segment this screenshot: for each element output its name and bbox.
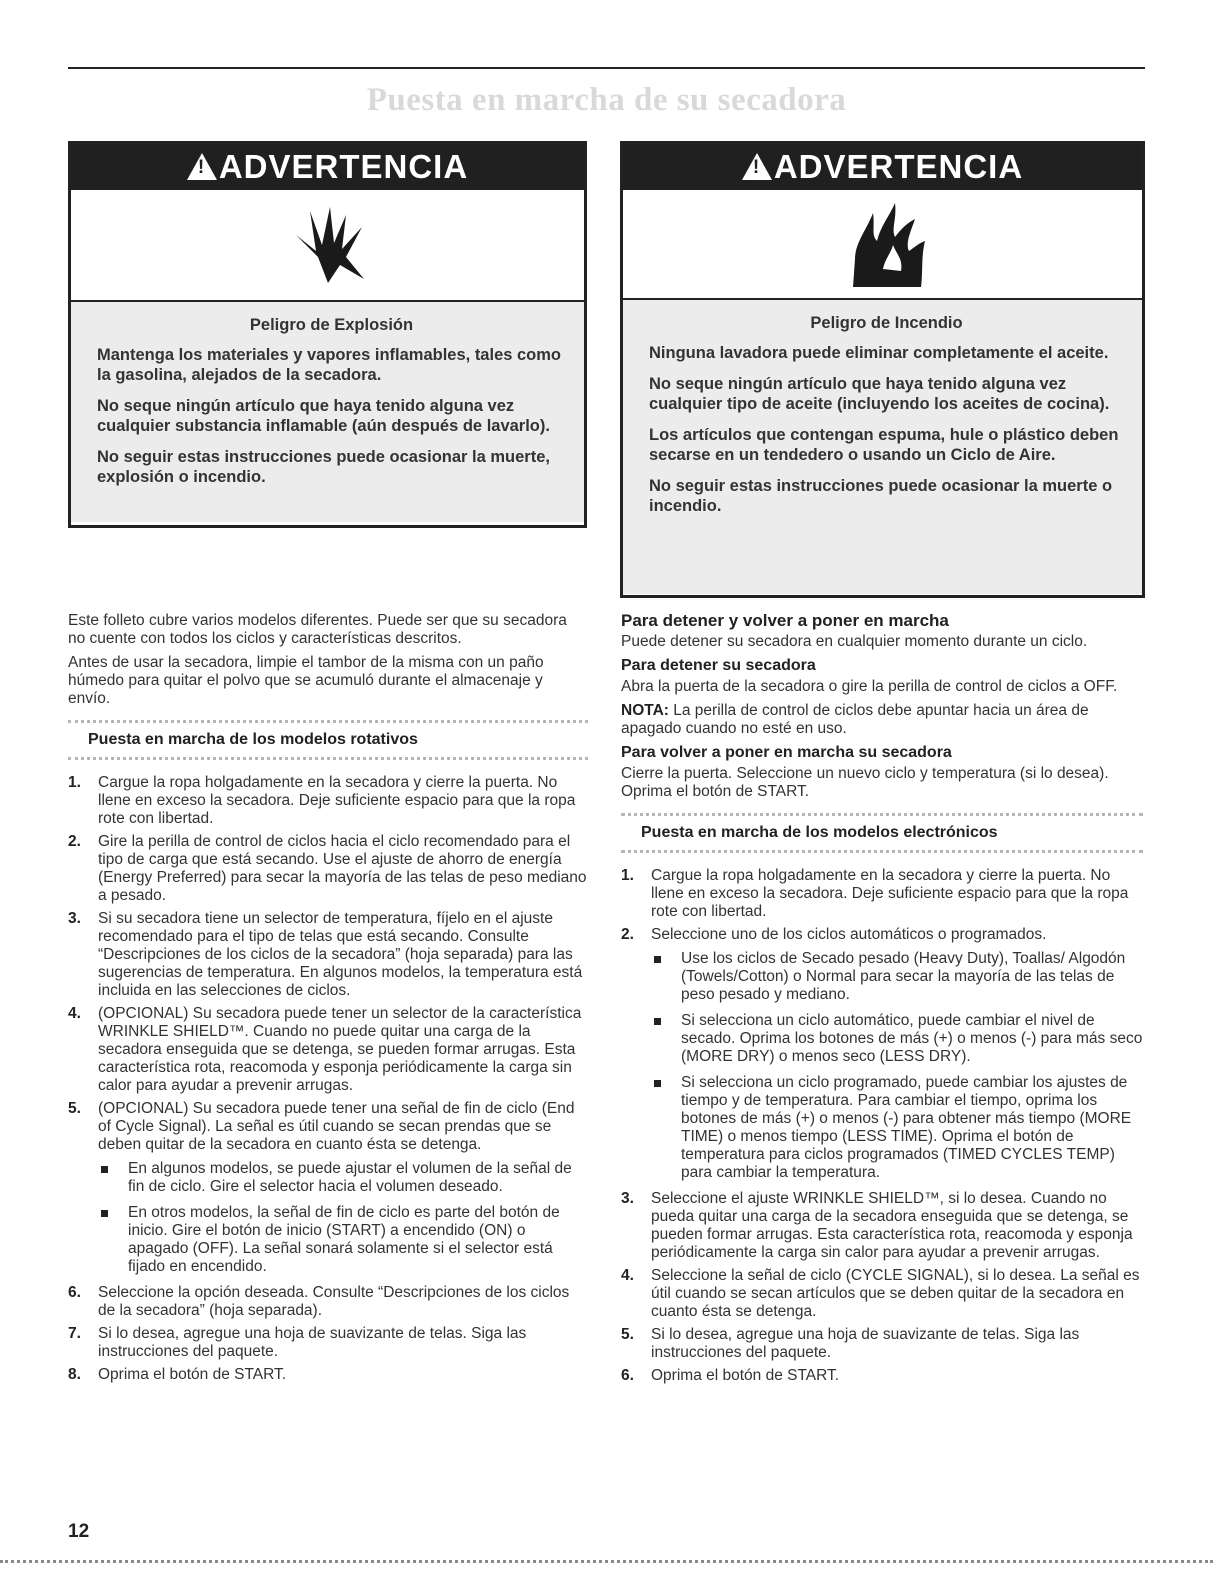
warning-triangle-icon [742, 153, 772, 180]
note-paragraph [621, 702, 1143, 738]
stop-text: Abra la puerta de la secadora o gire la perilla de control de ciclos a OFF. [621, 678, 1118, 695]
intro-paragraph: Antes de usar la secadora, limpie el tambor de la misma con un paño húmedo para quitar el polvo que se acumuló durante el almacenaje y envío. [68, 654, 544, 707]
list-item: 2. Gire la perilla de control de ciclos hacia el ciclo recomendado para el tipo de carga que está secando. Use el ajuste de ahorro de energía (Energy Preferred) para secar la mayoría de las telas de peso mediano a pesado. [68, 833, 587, 904]
warning-paragraph: Mantenga los materiales y vapores inflamables, tales como la gasolina, alejados de la secadora. [97, 346, 562, 384]
warning-body [71, 302, 584, 522]
section-header-rotary [68, 720, 588, 760]
restart-text: Cierre la puerta. Seleccione un nuevo ciclo y temperatura (si lo desea). Oprima el botón de START. [621, 765, 1109, 800]
note-label: NOTA: [621, 702, 669, 719]
list-item: 1. Cargue la ropa holgadamente en la secadora y cierre la puerta. No llene en exceso la secadora. Deje suficiente espacio para que la ropa rote con libertad. [621, 867, 1129, 920]
bullet-item: Si selecciona un ciclo programado, puede cambiar los ajustes de tiempo y de temperatura. Para cambiar el tiempo, oprima los botones de más (+) o menos (-) para obtener más tiempo (MORE TIME) o menos tiempo (LESS TIME). Oprima el botón de temperatura para ciclos programados (TIMED CYCLES TEMP) para cambiar la temperatura. [651, 1074, 1143, 1182]
bullet-item: Use los ciclos de Secado pesado (Heavy Duty), Toallas/ Algodón (Towels/Cotton) o Normal para secar la mayoría de las telas de peso pesado y mediano. [651, 950, 1143, 1004]
fire-icon [833, 199, 933, 289]
bullet-item: En algunos modelos, se puede ajustar el volumen de la señal de fin de ciclo. Gire el selector hacia el volumen deseado. [98, 1160, 588, 1196]
stop-restart-title: Para detener y volver a poner en marcha [621, 611, 949, 630]
warning-triangle-icon [187, 153, 217, 180]
list-item: 4. (OPCIONAL) Su secadora puede tener un selector de la característica WRINKLE SHIELD™. Cuando no puede quitar una carga de la secadora enseguida que se detenga, se pueden formar arrugas. Esta característica rota, reacomoda y esponja periódicamente la carga sin calor para ayudar a prevenir arrugas. [68, 1005, 582, 1094]
warning-box-fire [620, 141, 1145, 598]
explosion-icon [288, 205, 368, 285]
warning-paragraph: No seque ningún artículo que haya tenido alguna vez cualquier substancia inflamable (aún después de lavarlo). [97, 397, 550, 435]
restart-subheading: Para volver a poner en marcha su secadora [621, 744, 952, 761]
warning-paragraph: Los artículos que contengan espuma, hule o plástico deben secarse en un tendedero o usando un Ciclo de Aire. [649, 426, 1119, 464]
warning-banner-label: ADVERTENCIA [773, 148, 1024, 185]
section-header-electronic [621, 813, 1143, 853]
left-column [68, 612, 588, 1389]
bullet-list [98, 1160, 588, 1276]
bottom-rule [0, 1560, 1213, 1563]
warning-heading: Peligro de Explosión [249, 316, 414, 334]
list-item: 2. Seleccione uno de los ciclos automáticos o programados. Use los ciclos de Secado pesado (Heavy Duty), Toallas/ Algodón (Towels/Cotton) o Normal para secar la mayoría de las telas de peso pesado y mediano. Si selecciona un ciclo automático, puede cambiar el nivel de secado. Oprima los botones de más (+) o menos (-) para más seco (MORE DRY) o menos seco (LESS DRY). Si selecciona un ciclo programado, puede cambiar los ajustes de tiempo y de temperatura. Para cambiar el tiempo, oprima los botones de más (+) o menos (-) para obtener más tiempo (MORE TIME) o menos tiempo (LESS TIME). Oprima el botón de temperatura para ciclos programados (TIMED CYCLES TEMP) para cambiar la temperatura. [621, 926, 1143, 1181]
list-item: 5. Si lo desea, agregue una hoja de suavizante de telas. Siga las instrucciones del paquete. [621, 1326, 1080, 1361]
note-text: La perilla de control de ciclos debe apuntar hacia un área de apagado cuando no esté en uso. [621, 702, 1089, 737]
right-column [621, 612, 1143, 1390]
list-item: 4. Seleccione la señal de ciclo (CYCLE SIGNAL), si lo desea. La señal es útil cuando se secan artículos que se deben quitar de la secadora en cuanto ésta se detenga. [621, 1267, 1140, 1320]
list-item: 6. Seleccione la opción deseada. Consulte “Descripciones de los ciclos de la secadora” (hoja separada). [68, 1284, 570, 1319]
warning-paragraph: Ninguna lavadora puede eliminar completamente el aceite. [649, 344, 1109, 362]
bullet-item: En otros modelos, la señal de fin de ciclo es parte del botón de inicio. Gire el botón de inicio (START) a encendido (ON) o apagado (OFF). La señal sonará solamente si el selector está fijado en encendido. [98, 1204, 588, 1276]
explosion-icon-box [71, 190, 584, 302]
electronic-steps-list [621, 867, 1143, 1385]
warning-paragraph: No seguir estas instrucciones puede ocasionar la muerte, explosión o incendio. [97, 448, 550, 486]
list-item: 1. Cargue la ropa holgadamente en la secadora y cierre la puerta. No llene en exceso la secadora. Deje suficiente espacio para que la ropa rote con libertad. [68, 774, 576, 827]
section-title: Puesta en marcha de los modelos rotativos [88, 731, 418, 748]
stop-subheading: Para detener su secadora [621, 657, 816, 674]
bullet-item: Si selecciona un ciclo automático, puede cambiar el nivel de secado. Oprima los botones de más (+) o menos (-) para más seco (MORE DRY) o menos seco (LESS DRY). [651, 1012, 1143, 1066]
warning-heading: Peligro de Incendio [810, 314, 963, 332]
top-rule [68, 67, 1145, 69]
warning-paragraph: No seque ningún artículo que haya tenido alguna vez cualquier tipo de aceite (incluyendo los aceites de cocina). [649, 375, 1110, 413]
list-item: 5. (OPCIONAL) Su secadora puede tener una señal de fin de ciclo (End of Cycle Signal). La señal es útil cuando se secan prendas que se deben quitar de la secadora en cuanto ésta se detenga. En algunos modelos, se puede ajustar el volumen de la señal de fin de ciclo. Gire el selector hacia el volumen deseado. En otros modelos, la señal de fin de ciclo es parte del botón de inicio. Gire el botón de inicio (START) a encendido (ON) o apagado (OFF). La señal sonará solamente si el selector está fijado en encendido. [68, 1100, 588, 1276]
warning-box-explosion [68, 141, 587, 528]
warning-banner [71, 144, 584, 190]
warning-body [623, 300, 1142, 594]
list-item: 8. Oprima el botón de START. [68, 1366, 287, 1383]
warning-banner [623, 144, 1142, 190]
bullet-list [651, 950, 1143, 1182]
warning-banner-label: ADVERTENCIA [218, 148, 469, 185]
intro-paragraph: Este folleto cubre varios modelos diferentes. Puede ser que su secadora no cuente con todos los ciclos y características descritos. [68, 612, 567, 647]
fire-icon-box [623, 190, 1142, 300]
page-title: Puesta en marcha de su secadora [366, 82, 847, 118]
list-item: 3. Seleccione el ajuste WRINKLE SHIELD™, si lo desea. Cuando no pueda quitar una carga de la secadora enseguida que se detenga, se pueden formar arrugas. Esta característica rota, reacomoda y esponja periódicamente la carga sin calor para ayudar a prevenir arrugas. [621, 1190, 1133, 1261]
warning-paragraph: No seguir estas instrucciones puede ocasionar la muerte o incendio. [649, 477, 1113, 515]
page-number: 12 [68, 1521, 90, 1542]
list-item: 6. Oprima el botón de START. [621, 1367, 840, 1384]
stop-intro: Puede detener su secadora en cualquier momento durante un ciclo. [621, 633, 1088, 650]
list-item: 7. Si lo desea, agregue una hoja de suavizante de telas. Siga las instrucciones del paquete. [68, 1325, 527, 1360]
section-title: Puesta en marcha de los modelos electrónicos [641, 824, 998, 841]
rotary-steps-list [68, 774, 588, 1384]
list-item: 3. Si su secadora tiene un selector de temperatura, fíjelo en el ajuste recomendado para el tipo de telas que está secando. Consulte “Descripciones de los ciclos de la secadora” (hoja separada) para las sugerencias de temperatura. En algunos modelos, la temperatura está incluida en las selecciones de ciclos. [68, 910, 583, 999]
